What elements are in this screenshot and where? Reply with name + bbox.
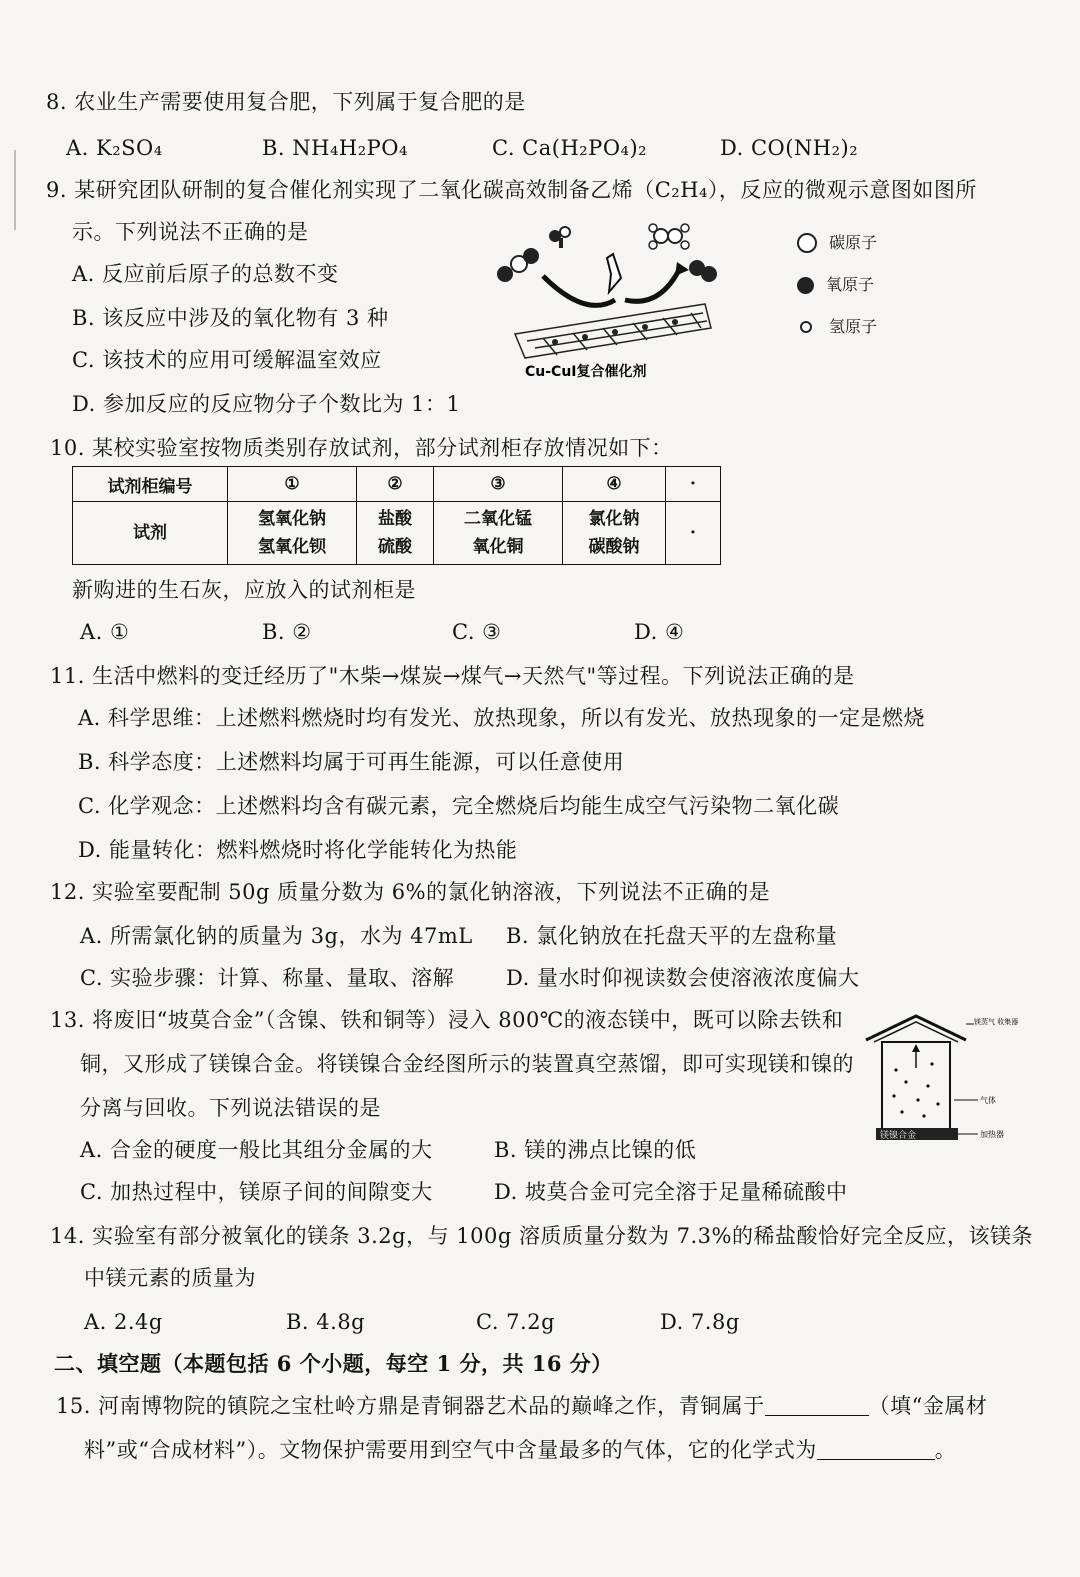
q9-option-c: C. 该技术的应用可缓解温室效应 bbox=[72, 348, 382, 372]
co2-molecule-icon bbox=[497, 248, 539, 282]
q13-stem-line3: 分离与回收。下列说法错误的是 bbox=[80, 1096, 381, 1120]
legend-carbon bbox=[797, 222, 877, 264]
legend-hydrogen bbox=[797, 306, 877, 348]
legend-carbon-label: 碳原子 bbox=[829, 233, 878, 252]
cell-text: 氧化铜 bbox=[472, 537, 524, 557]
hydrogen-atom-icon bbox=[800, 321, 812, 333]
oxygen-atom-icon bbox=[797, 277, 814, 294]
q13-stem-line1: 13. 将废旧“坡莫合金”（含镍、铁和铜等）浸入 800℃的液态镁中，既可以除去铁和 bbox=[50, 1008, 844, 1032]
q11-option-c: C. 化学观念：上述燃料均含有碳元素，完全燃烧后均能生成空气污染物二氧化碳 bbox=[78, 794, 840, 818]
q13-option-b: B. 镁的沸点比镍的低 bbox=[494, 1138, 697, 1162]
q14-option-c: C. 7.2g bbox=[476, 1310, 556, 1334]
q9-option-b: B. 该反应中涉及的氧化物有 3 种 bbox=[72, 306, 389, 330]
energy-icon bbox=[607, 254, 621, 292]
fig-base-label: 镁镍合金 bbox=[880, 1131, 917, 1141]
q13-option-c: C. 加热过程中，镁原子间的间隙变大 bbox=[80, 1180, 433, 1204]
q8-stem: 8. 农业生产需要使用复合肥，下列属于复合肥的是 bbox=[46, 90, 526, 114]
header-cabinet-1: ① bbox=[228, 467, 357, 502]
q15-line1 bbox=[56, 1392, 987, 1420]
q14-option-a: A. 2.4g bbox=[84, 1310, 163, 1334]
q10-option-d: D. ④ bbox=[634, 620, 685, 644]
q10-option-b: B. ② bbox=[262, 620, 312, 644]
q11-option-a: A. 科学思维：上述燃料燃烧时均有发光、放热现象，所以有发光、放热现象的一定是燃烧 bbox=[78, 706, 926, 730]
q15-line1-text-a: 15. 河南博物院的镇院之宝杜岭方鼎是青铜器艺术品的巅峰之作，青铜属于 bbox=[56, 1394, 765, 1418]
q14-stem-line1: 14. 实验室有部分被氧化的镁条 3.2g，与 100g 溶质质量分数为 7.3%的稀盐酸恰好完全反应，该镁条 bbox=[50, 1224, 1033, 1248]
q9-stem-line1: 9. 某研究团队研制的复合催化剂实现了二氧化碳高效制备乙烯（C₂H₄），反应的微观示意图如图所 bbox=[46, 178, 977, 202]
q14-option-b: B. 4.8g bbox=[286, 1310, 366, 1334]
q11-option-d: D. 能量转化：燃料燃烧时将化学能转化为热能 bbox=[78, 838, 518, 862]
cell-text: 硫酸 bbox=[378, 537, 412, 557]
cell-cabinet-extra bbox=[666, 502, 721, 565]
q15-blank-1[interactable] bbox=[765, 1393, 869, 1416]
cell-cabinet-2 bbox=[357, 502, 434, 565]
row-label-reagent: 试剂 bbox=[73, 502, 228, 565]
q12-option-a: A. 所需氯化钠的质量为 3g，水为 47mL bbox=[80, 924, 473, 948]
section2-title: 二、填空题（本题包括 6 个小题，每空 1 分，共 16 分） bbox=[54, 1351, 613, 1376]
q13-option-d: D. 坡莫合金可完全溶于足量稀硫酸中 bbox=[494, 1180, 848, 1204]
q9-reaction-diagram bbox=[495, 218, 735, 378]
page-edge-mark bbox=[14, 150, 16, 230]
q9-legend bbox=[797, 222, 877, 348]
q12-stem: 12. 实验室要配制 50g 质量分数为 6%的氯化钠溶液，下列说法不正确的是 bbox=[50, 880, 771, 904]
q14-option-d: D. 7.8g bbox=[660, 1310, 740, 1334]
q15-blank-2[interactable] bbox=[817, 1437, 935, 1460]
right-arrow-icon bbox=[625, 268, 680, 301]
reagent-cabinet-table bbox=[72, 466, 721, 565]
q8-option-b: B. NH₄H₂PO₄ bbox=[262, 136, 408, 160]
q8-option-a: A. K₂SO₄ bbox=[66, 136, 163, 160]
header-cabinet-3: ③ bbox=[434, 467, 563, 502]
q10-option-a: A. ① bbox=[80, 620, 130, 644]
q12-option-b: B. 氯化钠放在托盘天平的左盘称量 bbox=[506, 924, 838, 948]
legend-oxygen bbox=[797, 264, 877, 306]
cell-text: 盐酸 bbox=[378, 509, 412, 529]
c2h4-molecule-icon bbox=[649, 224, 689, 249]
q9-option-a: A. 反应前后原子的总数不变 bbox=[72, 262, 339, 286]
cell-cabinet-3 bbox=[434, 502, 563, 565]
q15-line1-text-b: （填“金属材 bbox=[868, 1394, 988, 1418]
header-cabinet-2: ② bbox=[357, 467, 434, 502]
q13-stem-line2: 铜，又形成了镁镍合金。将镁镍合金经图所示的装置真空蒸馏，即可实现镁和镍的 bbox=[80, 1052, 854, 1076]
cell-text: 氢氧化钡 bbox=[258, 537, 326, 557]
q9-option-d: D. 参加反应的反应物分子个数比为 1：1 bbox=[72, 392, 461, 416]
legend-hydrogen-label: 氢原子 bbox=[829, 317, 878, 336]
q15-line2-text-a: 料”或“合成材料”）。文物保护需要用到空气中含量最多的气体，它的化学式为 bbox=[84, 1438, 817, 1462]
legend-oxygen-label: 氧原子 bbox=[826, 275, 875, 294]
q11-option-b: B. 科学态度：上述燃料均属于可再生能源，可以任意使用 bbox=[78, 750, 625, 774]
cell-text: 氯化钠 bbox=[588, 509, 640, 529]
q15-line2-text-b: 。 bbox=[934, 1438, 957, 1462]
table-row bbox=[73, 502, 721, 565]
cell-text: 氢氧化钠 bbox=[258, 509, 326, 529]
q12-option-d: D. 量水时仰视读数会使溶液浓度偏大 bbox=[506, 966, 860, 990]
q11-stem: 11. 生活中燃料的变迁经历了"木柴→煤炭→煤气→天然气"等过程。下列说法正确的是 bbox=[50, 664, 855, 688]
q12-option-c: C. 实验步骤：计算、称量、量取、溶解 bbox=[80, 966, 455, 990]
q13-distillation-svg bbox=[862, 1012, 1019, 1152]
h2o-molecule-icon bbox=[689, 260, 717, 282]
q10-stem: 10. 某校实验室按物质类别存放试剂，部分试剂柜存放情况如下： bbox=[50, 436, 673, 460]
q13-distillation-diagram bbox=[862, 1012, 1019, 1152]
left-arrow-icon bbox=[543, 276, 615, 305]
q8-option-c: C. Ca(H₂PO₄)₂ bbox=[492, 136, 648, 160]
header-cabinet-number: 试剂柜编号 bbox=[73, 467, 228, 502]
cell-text: 二氧化锰 bbox=[464, 509, 532, 529]
q10-option-c: C. ③ bbox=[452, 620, 502, 644]
fig-label-heater: 加热器 bbox=[980, 1130, 1004, 1139]
cell-text: 碳酸钠 bbox=[588, 537, 640, 557]
q9-stem-line2: 示。下列说法不正确的是 bbox=[72, 220, 309, 244]
q10-question: 新购进的生石灰，应放入的试剂柜是 bbox=[72, 578, 416, 602]
carbon-atom-icon bbox=[797, 233, 817, 253]
q14-stem-line2: 中镁元素的质量为 bbox=[84, 1266, 256, 1290]
fig-label-gas: 气体 bbox=[980, 1096, 996, 1105]
q9-reaction-svg bbox=[495, 218, 735, 378]
q15-line2 bbox=[84, 1436, 956, 1464]
catalyst-label: Cu-CuI复合催化剂 bbox=[525, 364, 647, 380]
q13-option-a: A. 合金的硬度一般比其组分金属的大 bbox=[80, 1138, 433, 1162]
cell-cabinet-1 bbox=[228, 502, 357, 565]
header-cabinet-extra: · bbox=[666, 467, 721, 502]
header-cabinet-4: ④ bbox=[563, 467, 666, 502]
cell-cabinet-4 bbox=[563, 502, 666, 565]
cell-text: · bbox=[690, 523, 696, 543]
table-header-row bbox=[73, 467, 721, 502]
h2-molecule-icon bbox=[549, 227, 570, 248]
fig-label-collector: 镁蒸气 收集器 bbox=[974, 1018, 1019, 1026]
q8-option-d: D. CO(NH₂)₂ bbox=[720, 136, 859, 160]
